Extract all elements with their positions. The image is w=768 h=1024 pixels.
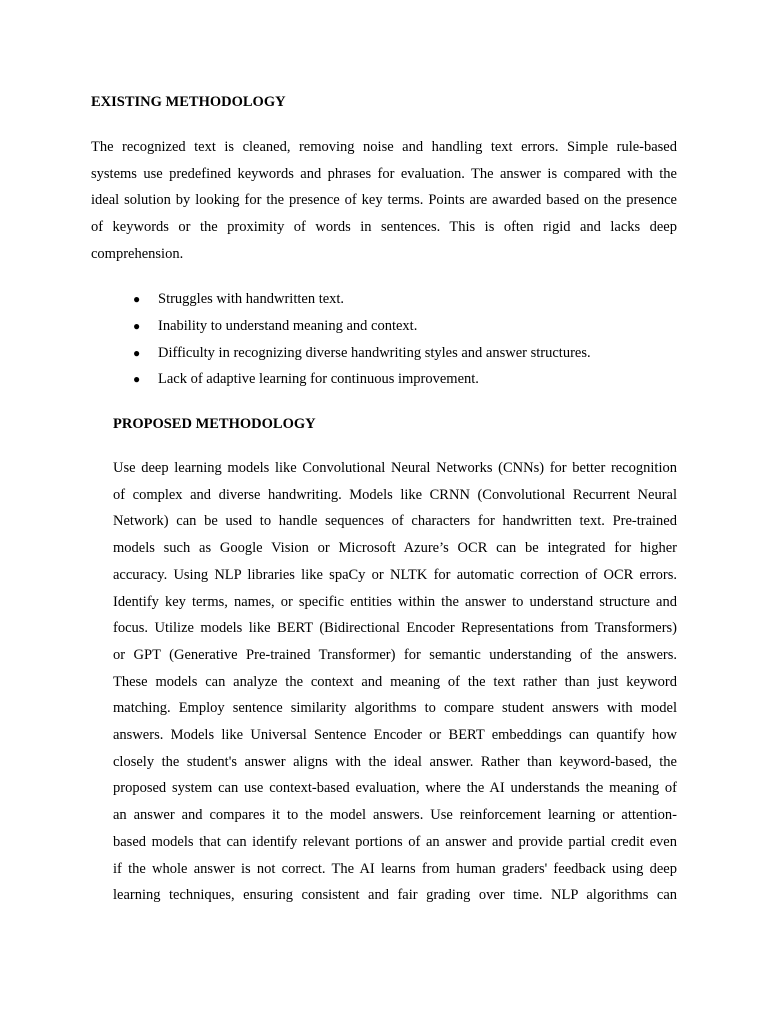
list-item-text: Struggles with handwritten text. — [158, 291, 345, 307]
paragraph-line: if the whole answer is not correct. The AI learns from human graders' feedback using deep — [113, 860, 677, 877]
bullet-icon: ● — [133, 372, 141, 387]
paragraph-line: or GPT (Generative Pre-trained Transformer) for semantic understanding of the answers. — [113, 646, 677, 663]
proposed-methodology-heading: PROPOSED METHODOLOGY — [113, 416, 316, 432]
list-item — [133, 340, 693, 367]
list-item-text: Difficulty in recognizing diverse handwriting styles and answer structures. — [158, 344, 591, 361]
paragraph-line: focus. Utilize models like BERT (Bidirectional Encoder Representations from Transformers) — [113, 620, 677, 637]
bullet-icon: ● — [133, 292, 141, 306]
paragraph-line: answers. Models like Universal Sentence Encoder or BERT embeddings can quantify how — [113, 727, 677, 744]
existing-methodology-heading: EXISTING METHODOLOGY — [91, 94, 286, 110]
paragraph-line: models such as Google Vision or Microsoft Azure’s OCR can be integrated for higher — [113, 540, 677, 557]
limitations-list — [133, 286, 693, 393]
paragraph-line: of complex and diverse handwriting. Models like CRNN (Convolutional Recurrent Neural — [113, 486, 677, 503]
paragraph-line: The recognized text is cleaned, removing noise and handling text errors. Simple rule-based — [91, 139, 677, 155]
paragraph-line: accuracy. Using NLP libraries like spaCy or NLTK for automatic correction of OCR errors. — [113, 566, 677, 583]
paragraph-line: learning techniques, ensuring consistent and fair grading over time. NLP algorithms can — [113, 887, 677, 904]
paragraph-line: Identify key terms, names, or specific entities within the answer to understand structure and — [113, 593, 677, 610]
list-item-text: Lack of adaptive learning for continuous improvement. — [158, 371, 479, 388]
paragraph-line: matching. Employ sentence similarity algorithms to compare student answers with model — [113, 700, 677, 717]
paragraph-line: Network) can be used to handle sequences of characters for handwritten text. Pre-trained — [113, 513, 677, 530]
existing-methodology-paragraph — [91, 134, 677, 268]
list-item-text: Inability to understand meaning and context. — [158, 317, 418, 334]
list-item — [133, 286, 693, 313]
paragraph-line: These models can analyze the context and meaning of the text rather than just keyword — [113, 673, 677, 690]
paragraph-line: Use deep learning models like Convolutional Neural Networks (CNNs) for better recognition — [113, 460, 677, 476]
bullet-icon: ● — [133, 318, 141, 333]
paragraph-line: an answer and compares it to the model answers. Use reinforcement learning or attention- — [113, 807, 677, 824]
paragraph-line: based models that can identify relevant portions of an answer and provide partial credit even — [113, 833, 677, 850]
paragraph-line: comprehension. — [91, 245, 184, 262]
proposed-methodology-paragraph — [113, 455, 677, 907]
list-item — [133, 313, 693, 340]
bullet-icon: ● — [133, 345, 141, 360]
paragraph-line: systems use predefined keywords and phrases for evaluation. The answer is compared with the — [91, 165, 677, 182]
paragraph-line: proposed system can use context-based evaluation, where the AI understands the meaning of — [113, 780, 677, 797]
paragraph-line: ideal solution by looking for the presence of key terms. Points are awarded based on the presence — [91, 192, 677, 209]
list-item — [133, 366, 693, 393]
paragraph-line: closely the student's answer aligns with the ideal answer. Rather than keyword-based, the — [113, 753, 677, 770]
paragraph-line: of keywords or the proximity of words in sentences. This is often rigid and lacks deep — [91, 219, 677, 236]
